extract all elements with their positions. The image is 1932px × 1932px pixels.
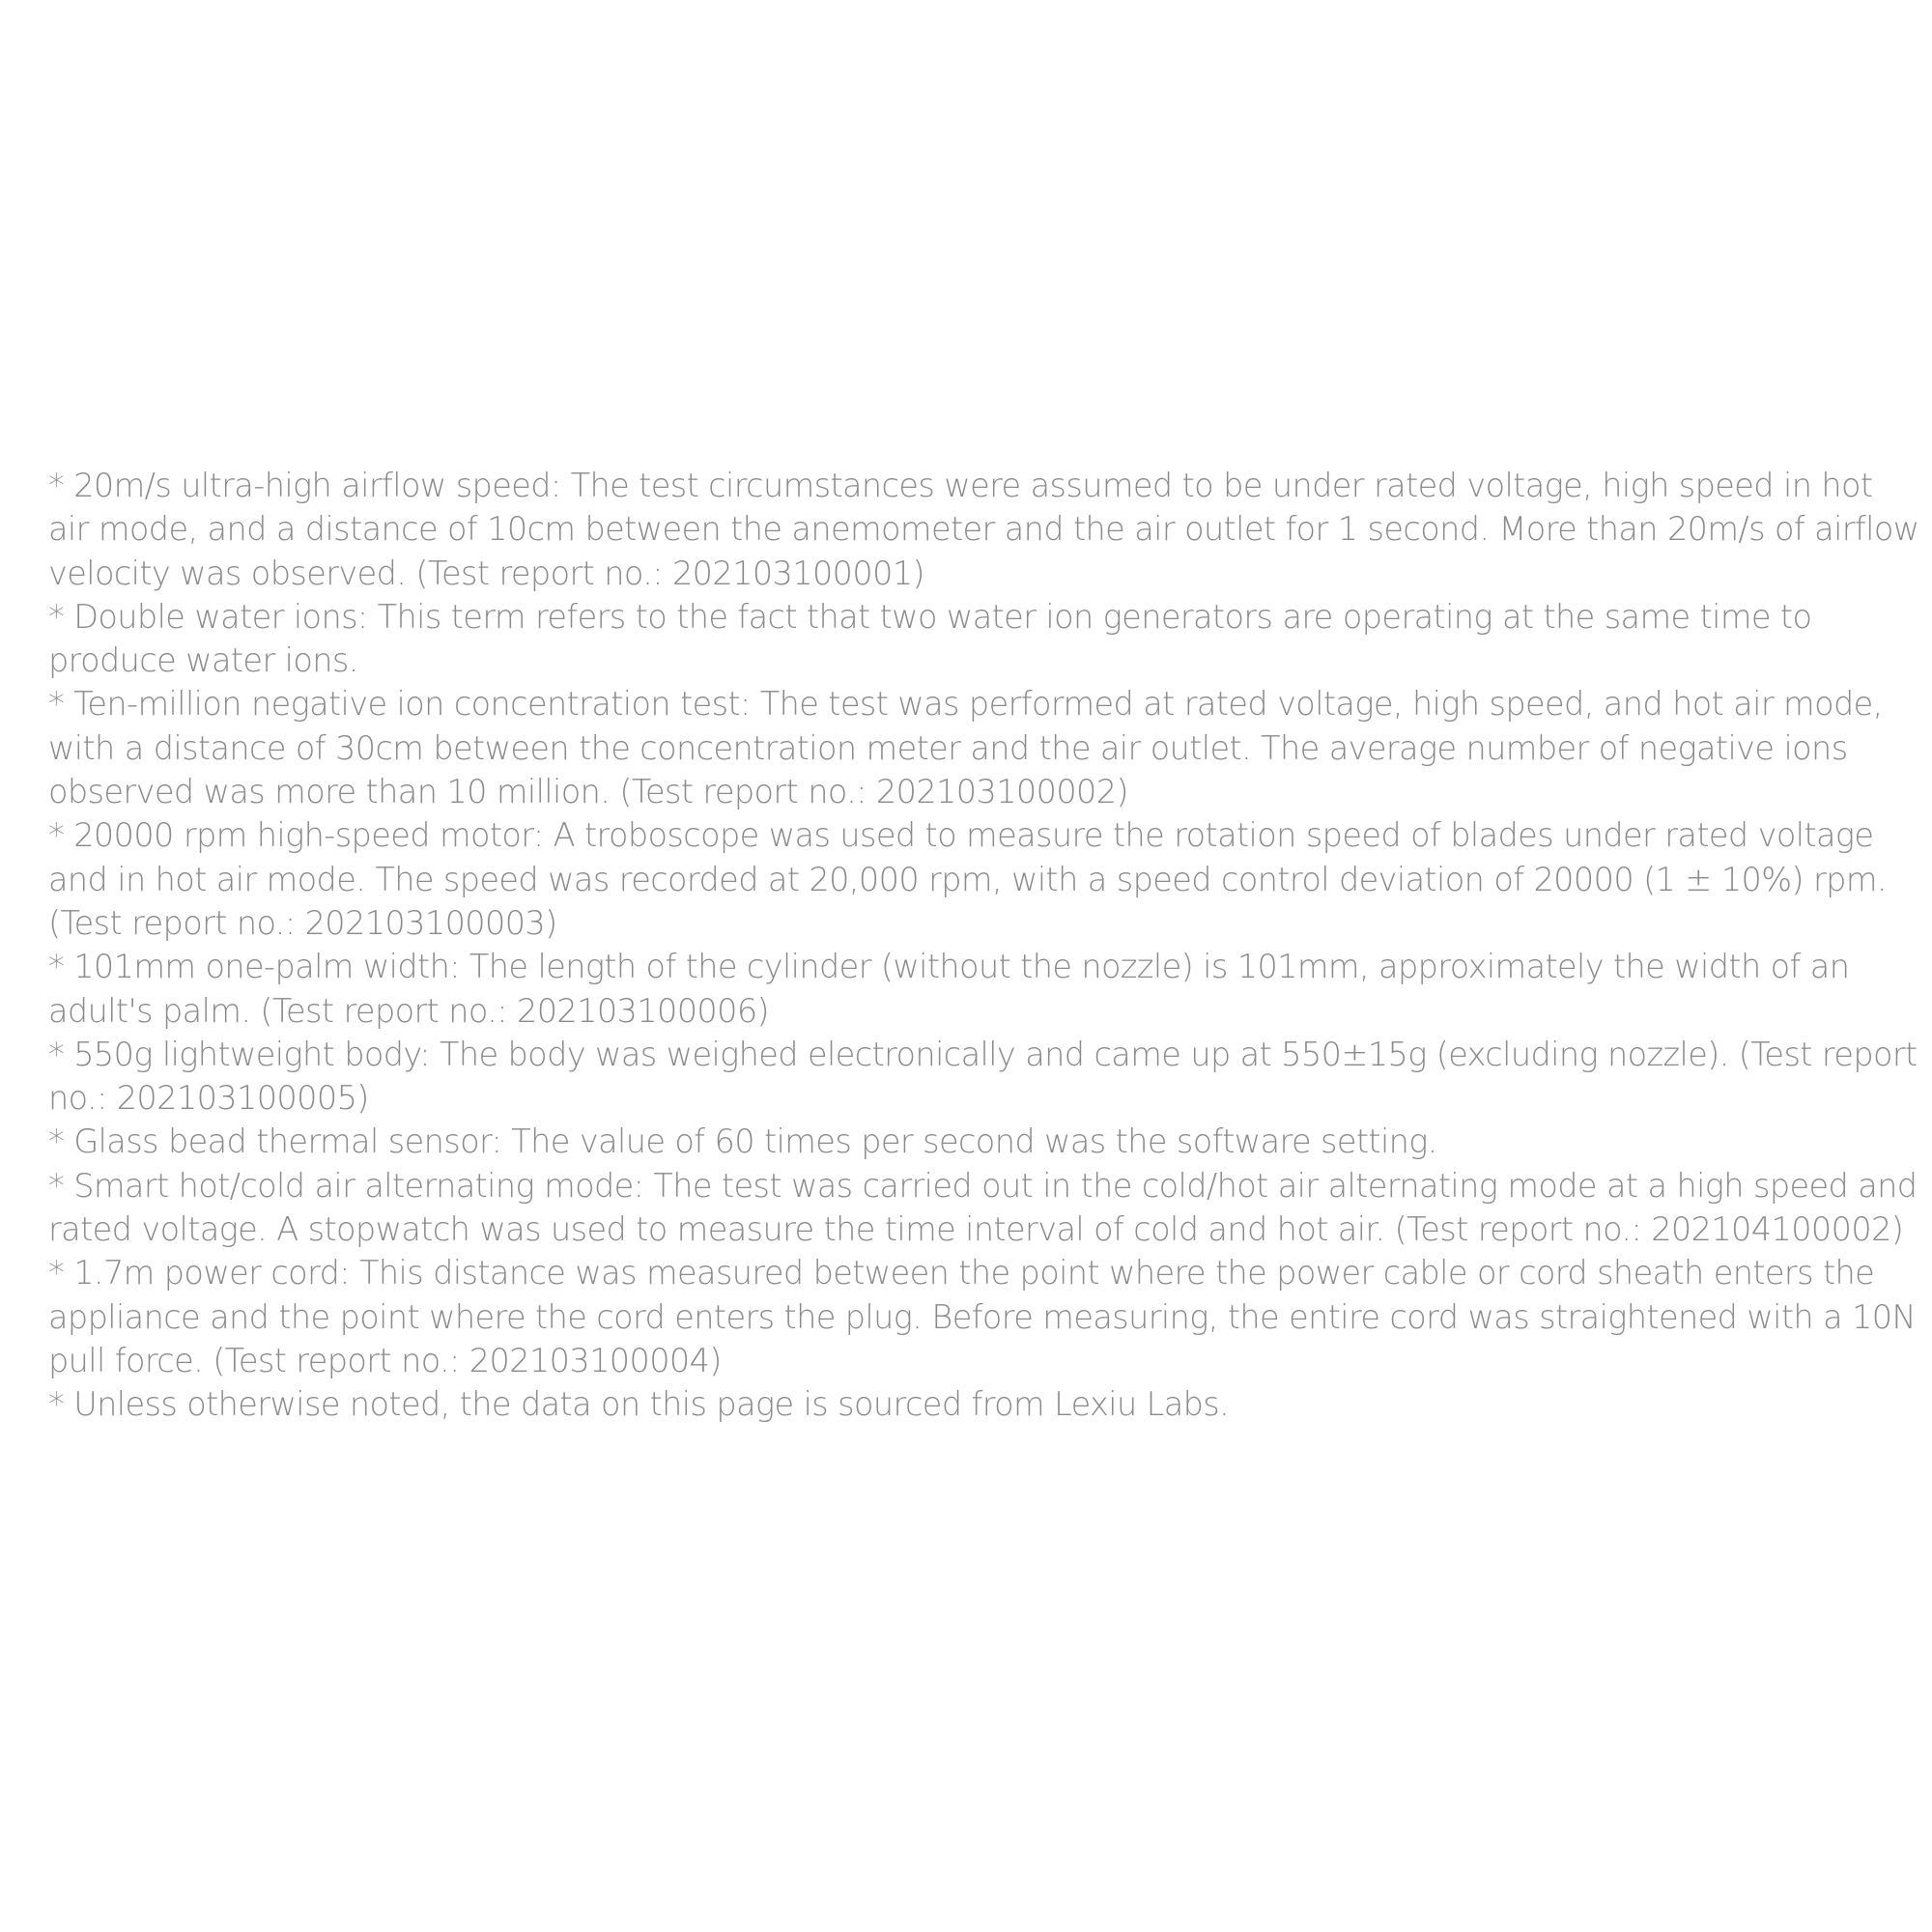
footnote-data-source: * Unless otherwise noted, the data on this page is sourced from Lexiu Labs. xyxy=(48,1385,1230,1424)
footnote-negative-ion-concentration: * Ten-million negative ion concentration test: The test was performed at rated voltage, high speed, and hot air mode, with a distance of 30cm between the concentration meter and the air outlet. The average number of negative ions observed was more than 10 million. (Test report no.: 202103100002) xyxy=(48,685,1883,811)
footnote-palm-width: * 101mm one-palm width: The length of the cylinder (without the nozzle) is 101mm, approximately the width of an adult's palm. (Test report no.: 202103100006) xyxy=(48,948,1850,1030)
footnote-alternating-mode: * Smart hot/cold air alternating mode: The test was carried out in the cold/hot air alternating mode at a high speed and rated voltage. A stopwatch was used to measure the time interval of cold and hot air. (Test report no.: 202104100002) xyxy=(48,1166,1918,1249)
footnote-motor-speed: * 20000 rpm high-speed motor: A troboscope was used to measure the rotation speed of blades under rated voltage and in hot air mode. The speed was recorded at 20,000 rpm, with a speed control deviation of 20000 (1 ± 10%) rpm. (Test report no.: 202103100003) xyxy=(48,816,1887,942)
footnote-power-cord: * 1.7m power cord: This distance was measured between the point where the power cable or cord sheath enters the appliance and the point where the cord enters the plug. Before measuring, the entire cord was straightened with a 10N pull force. (Test report no.: 202103100004) xyxy=(48,1254,1916,1379)
footnote-thermal-sensor: * Glass bead thermal sensor: The value of 60 times per second was the software setting. xyxy=(48,1122,1437,1161)
footnote-double-water-ions: * Double water ions: This term refers to the fact that two water ion generators are operating at the same time to produce water ions. xyxy=(48,597,1812,680)
footnote-lightweight-body: * 550g lightweight body: The body was weighed electronically and came up at 550±15g (excluding nozzle). (Test report no.: 202103100005) xyxy=(48,1035,1918,1118)
footnote-airflow-speed: * 20m/s ultra-high airflow speed: The test circumstances were assumed to be under rated voltage, high speed in hot air mode, and a distance of 10cm between the anemometer and the air outlet for 1 second. More than 20m/s of airflow velocity was observed. (Test report no.: 202103100001) xyxy=(48,467,1919,592)
footnotes xyxy=(48,464,1922,1427)
